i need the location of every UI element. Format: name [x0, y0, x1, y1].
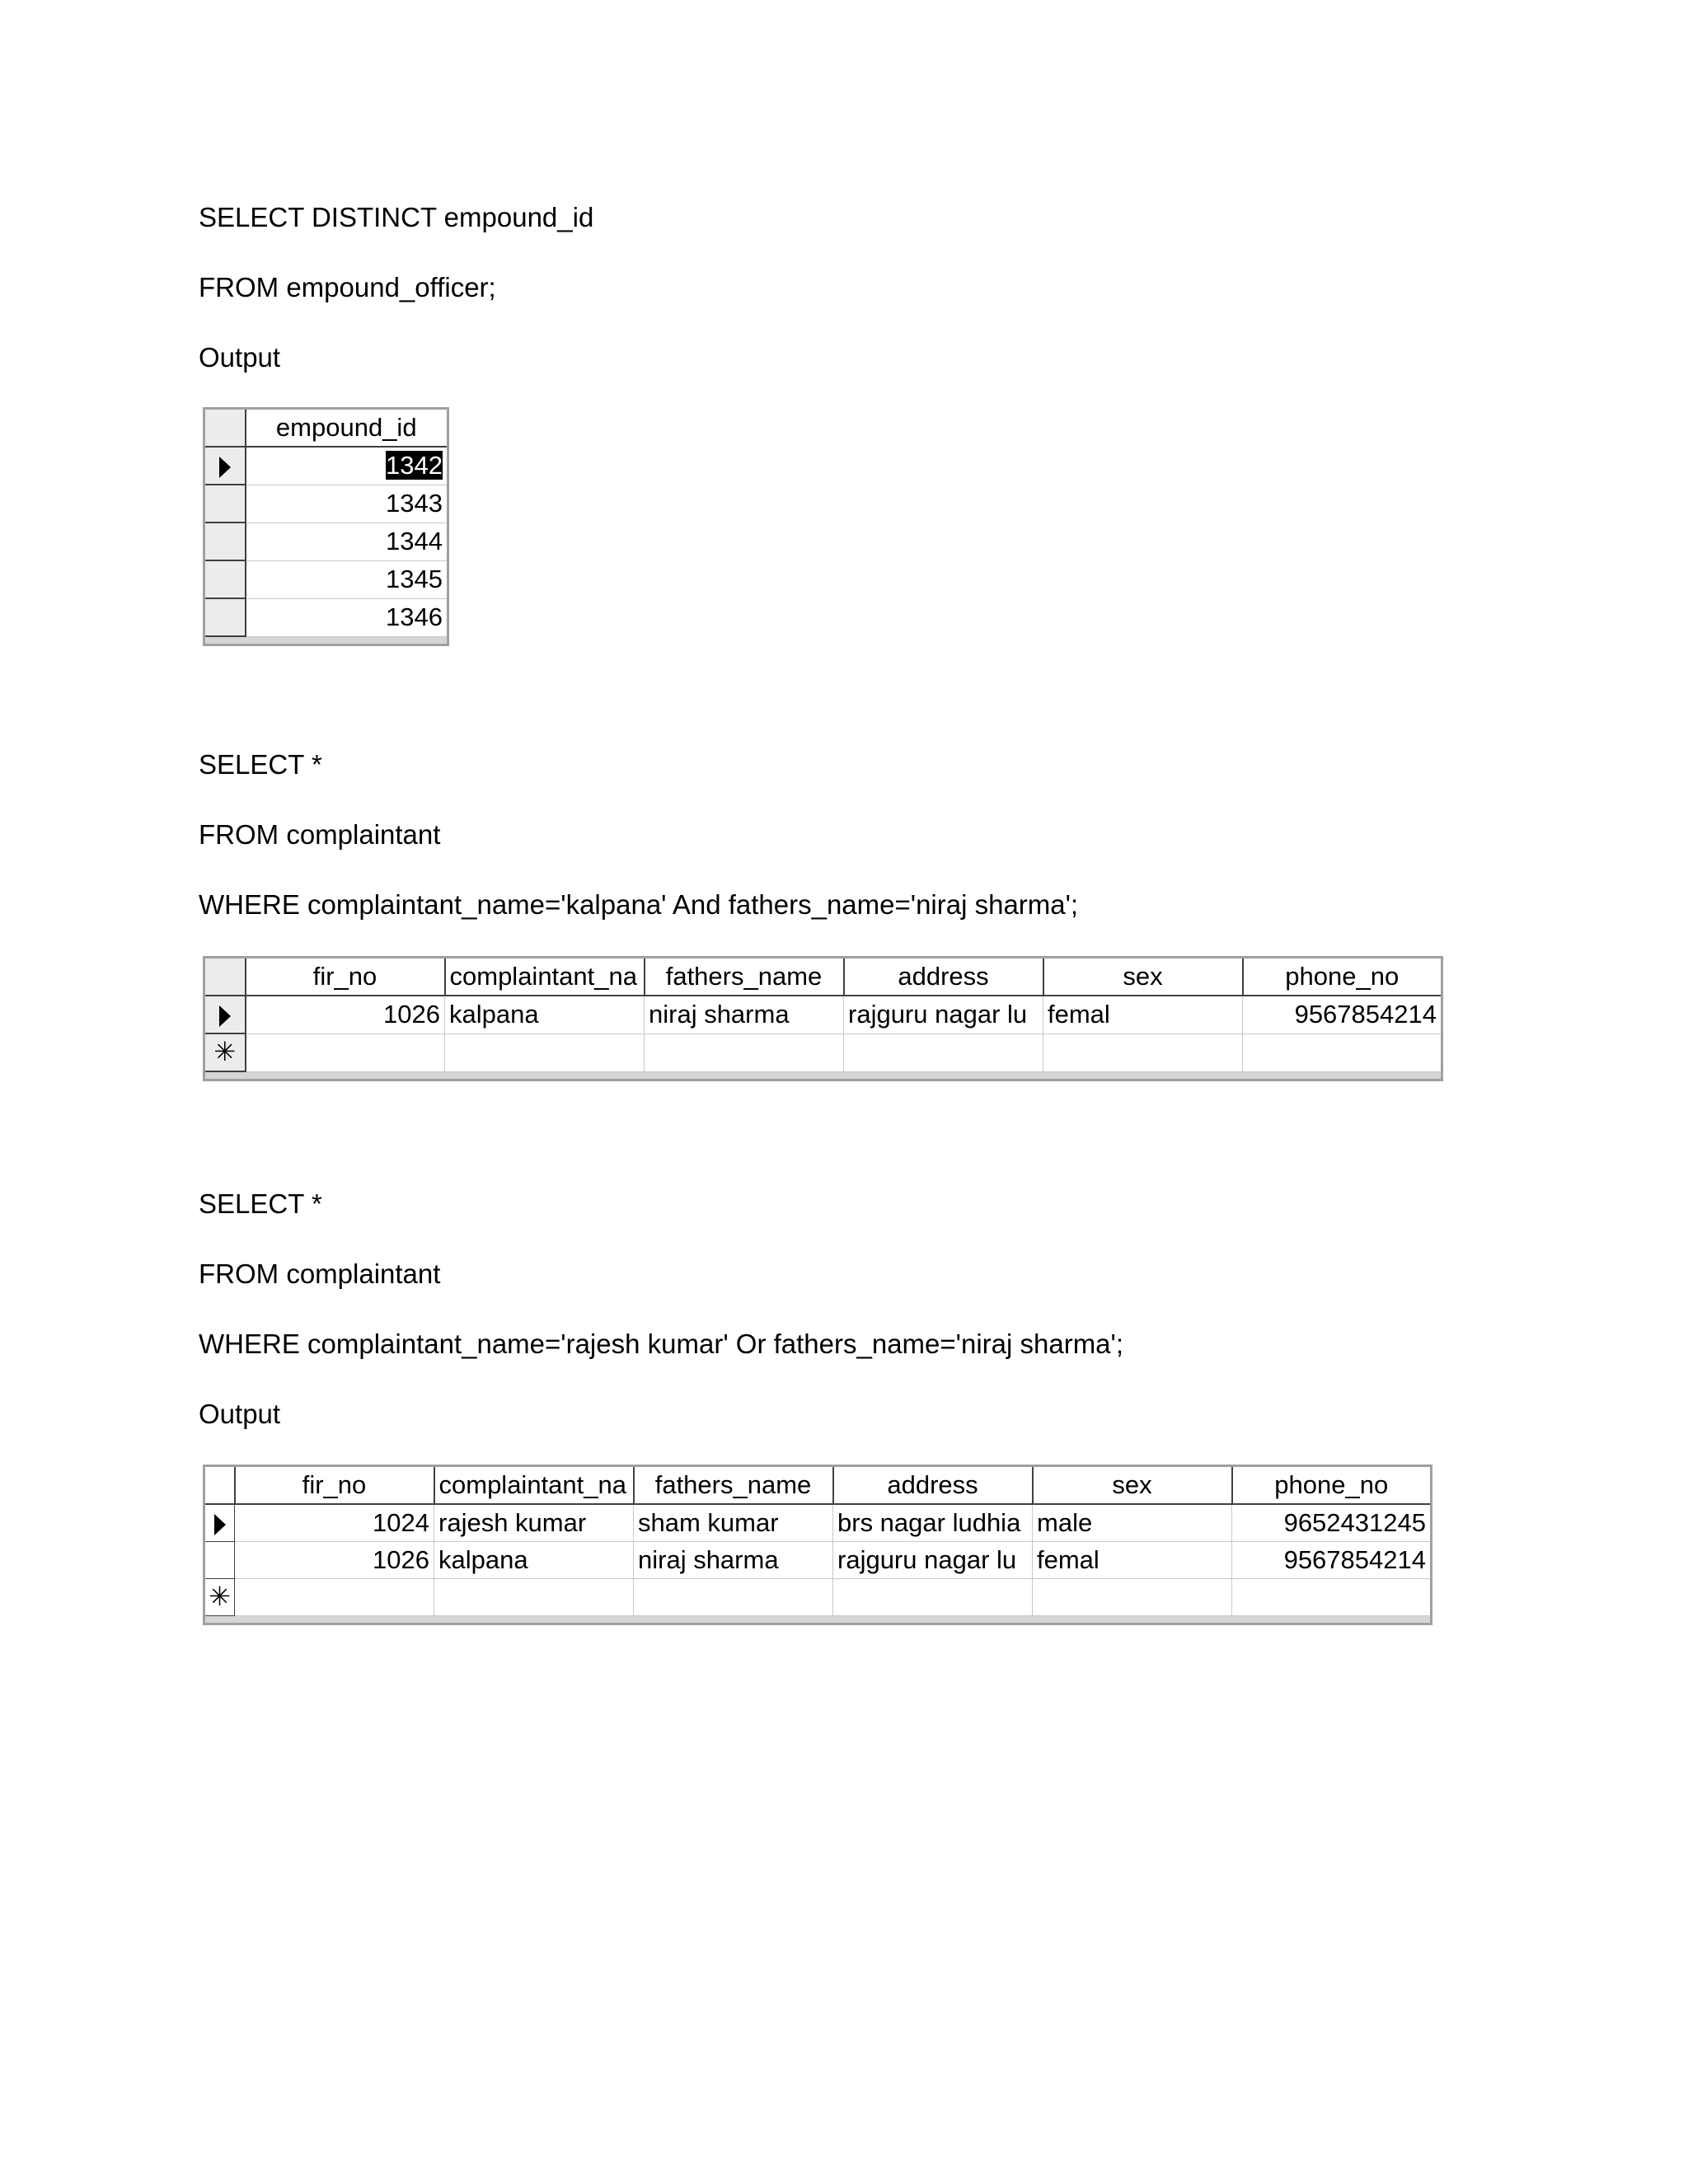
table-row[interactable]: [204, 523, 448, 560]
sql-line-select-all-2: SELECT *: [199, 1188, 322, 1219]
complaintant-grid-and: [203, 956, 1443, 1081]
new-record-row[interactable]: [204, 1033, 1442, 1071]
column-header-address[interactable]: address: [833, 1466, 1033, 1505]
grid-corner: [204, 409, 246, 448]
row-selector[interactable]: [204, 996, 246, 1033]
cell-empound-id[interactable]: 1342: [246, 447, 448, 485]
current-row-arrow-icon: [214, 1514, 226, 1535]
row-selector[interactable]: [204, 598, 246, 636]
row-selector[interactable]: [204, 560, 246, 598]
sql-line-where-or: WHERE complaintant_name='rajesh kumar' Or fathers_name='niraj sharma';: [199, 1329, 1123, 1359]
column-header-sex[interactable]: sex: [1033, 1466, 1232, 1505]
grid-corner: [204, 958, 246, 996]
sql-line-from-complaintant-2: FROM complaintant: [199, 1258, 441, 1289]
table-row[interactable]: [204, 485, 448, 523]
sql-line-select-distinct: SELECT DISTINCT empound_id: [199, 202, 594, 232]
column-header-address[interactable]: address: [844, 958, 1043, 996]
sql-line-where-and: WHERE complaintant_name='kalpana' And fathers_name='niraj sharma';: [199, 889, 1079, 920]
table-row[interactable]: [204, 447, 448, 485]
column-header-fathers-name[interactable]: fathers_name: [634, 1466, 833, 1505]
cell-fathers-name[interactable]: sham kumar: [634, 1504, 833, 1542]
table-row[interactable]: [204, 1542, 1432, 1579]
row-selector[interactable]: [204, 1579, 235, 1616]
cell-sex[interactable]: male: [1033, 1504, 1232, 1542]
cell-phone-no[interactable]: 9567854214: [1243, 996, 1442, 1033]
cell-phone-no[interactable]: 9567854214: [1232, 1542, 1432, 1579]
output-label-1: Output: [199, 342, 281, 373]
column-header-sex[interactable]: sex: [1043, 958, 1243, 996]
cell-fir-no[interactable]: 1026: [235, 1542, 434, 1579]
cell-complaintant-name[interactable]: rajesh kumar: [434, 1504, 634, 1542]
cell-phone-no[interactable]: 9652431245: [1232, 1504, 1432, 1542]
output-label-2: Output: [199, 1399, 281, 1429]
cell-complaintant-name[interactable]: kalpana: [434, 1542, 634, 1579]
row-selector[interactable]: [204, 523, 246, 560]
cell-sex[interactable]: femal: [1033, 1542, 1232, 1579]
column-header-phone-no[interactable]: phone_no: [1232, 1466, 1432, 1505]
row-selector[interactable]: [204, 1504, 235, 1542]
cell-sex[interactable]: femal: [1043, 996, 1243, 1033]
new-record-row[interactable]: [204, 1579, 1432, 1616]
column-header-fathers-name[interactable]: fathers_name: [645, 958, 844, 996]
cell-empound-id[interactable]: 1346: [246, 598, 448, 636]
column-header-empound-id[interactable]: empound_id: [246, 409, 448, 448]
new-row-asterisk-icon: ✳: [213, 1037, 237, 1066]
complaintant-grid-or: [203, 1465, 1432, 1625]
cell-empound-id[interactable]: 1345: [246, 560, 448, 598]
column-header-fir-no[interactable]: fir_no: [235, 1466, 434, 1505]
row-selector[interactable]: [204, 1033, 246, 1071]
cell-address[interactable]: brs nagar ludhia: [833, 1504, 1033, 1542]
cell-fir-no[interactable]: 1024: [235, 1504, 434, 1542]
empound-id-grid: [203, 407, 449, 646]
column-header-phone-no[interactable]: phone_no: [1243, 958, 1442, 996]
column-header-complaintant-name[interactable]: complaintant_na: [445, 958, 645, 996]
current-row-arrow-icon: [219, 457, 231, 478]
table-row[interactable]: [204, 560, 448, 598]
cell-fir-no[interactable]: 1026: [246, 996, 445, 1033]
cell-fathers-name[interactable]: niraj sharma: [645, 996, 844, 1033]
new-row-asterisk-icon: ✳: [209, 1582, 231, 1611]
sql-line-from-complaintant-1: FROM complaintant: [199, 819, 441, 850]
sql-line-select-all-1: SELECT *: [199, 749, 322, 780]
cell-address[interactable]: rajguru nagar lu: [844, 996, 1043, 1033]
table-row[interactable]: [204, 996, 1442, 1033]
current-row-arrow-icon: [219, 1005, 231, 1027]
grid-corner: [204, 1466, 235, 1505]
table-row[interactable]: [204, 1504, 1432, 1542]
row-selector[interactable]: [204, 447, 246, 485]
cell-empound-id[interactable]: 1343: [246, 485, 448, 523]
cell-complaintant-name[interactable]: kalpana: [445, 996, 645, 1033]
column-header-fir-no[interactable]: fir_no: [246, 958, 445, 996]
cell-address[interactable]: rajguru nagar lu: [833, 1542, 1033, 1579]
row-selector[interactable]: [204, 1542, 235, 1579]
row-selector[interactable]: [204, 485, 246, 523]
cell-fathers-name[interactable]: niraj sharma: [634, 1542, 833, 1579]
column-header-complaintant-name[interactable]: complaintant_na: [434, 1466, 634, 1505]
cell-empound-id[interactable]: 1344: [246, 523, 448, 560]
table-row[interactable]: [204, 598, 448, 636]
sql-line-from-empound-officer: FROM empound_officer;: [199, 272, 496, 302]
